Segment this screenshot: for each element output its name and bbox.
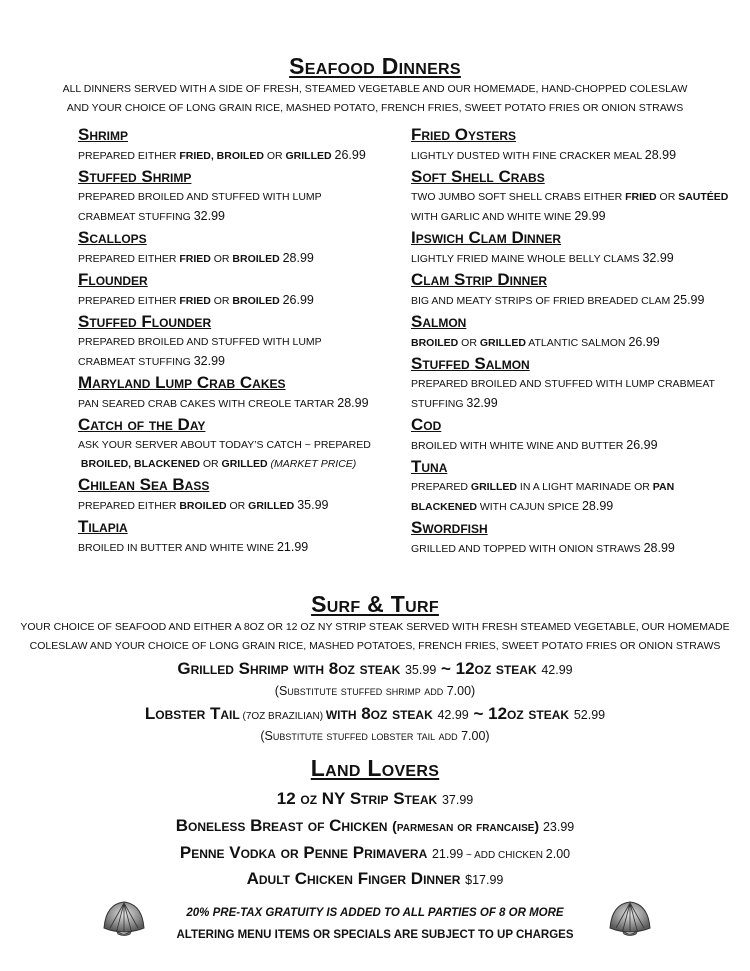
seafood-intro-line-1: ALL DINNERS SERVED WITH A SIDE OF FRESH, STEAMED VEGETABLE AND OUR HOMEMADE, HAND-CHOPPED COLESLAW [62, 83, 688, 95]
surf-turf-intro-line-2: COLESLAW AND YOUR CHOICE OF LONG GRAIN RICE, MASHED POTATOES, FRENCH FRIES, SWEET POTATO FRIES OR ONION STRAWS [29, 640, 721, 652]
up-charge-notice: ALTERING MENU ITEMS OR SPECIALS ARE SUBJECT TO UP CHARGES [176, 929, 574, 941]
menu-item-stuffed-flounder [78, 311, 413, 372]
steak-option: 12oz steak [455, 659, 542, 678]
steak-option: 12oz steak [488, 704, 574, 723]
desc-bold: FRIED [179, 295, 211, 307]
desc-text: BIG AND MEATY STRIPS OF FRIED BREADED CLAM [411, 295, 674, 307]
item-name: Clam Strip Dinner [411, 270, 548, 289]
desc-text: PREPARED BROILED AND STUFFED WITH LUMP CRABMEAT [411, 378, 715, 390]
item-name: Scallops [78, 228, 147, 247]
desc-bold: BROILED [179, 500, 227, 512]
surf-turf-shrimp-substitute: (Substitute stuffed shrimp add 7.00) [274, 684, 476, 698]
item-name: Flounder [78, 270, 148, 289]
item-description [78, 333, 413, 372]
desc-text: CRABMEAT STUFFING [78, 356, 194, 368]
item-price: 26.99 [282, 293, 314, 307]
land-lovers-section-header [0, 754, 750, 782]
menu-item-shrimp [78, 124, 413, 166]
clam-shell-icon [606, 898, 654, 938]
item-name: Stuffed Shrimp [78, 167, 192, 186]
item-description [78, 538, 413, 558]
item-name: Tilapia [78, 517, 128, 536]
separator: ~ [436, 659, 456, 678]
menu-item-chilean-sea-bass [78, 474, 413, 516]
desc-text: TWO JUMBO SOFT SHELL CRABS EITHER [411, 191, 626, 203]
market-price-note: (MARKET PRICE) [267, 458, 357, 470]
item-name: Ipswich Clam Dinner [411, 228, 562, 247]
desc-bold: BROILED, BLACKENED [80, 458, 200, 470]
desc-text: STUFFING [411, 398, 467, 410]
item-description [411, 436, 746, 456]
item-price: 52.99 [573, 708, 606, 722]
menu-item-fried-oysters [411, 124, 746, 166]
item-name: Cod [411, 415, 442, 434]
desc-text: WITH GARLIC AND WHITE WINE [411, 211, 575, 223]
desc-text: OR [226, 500, 249, 512]
desc-text: PREPARED BROILED AND STUFFED WITH LUMP [78, 191, 322, 203]
desc-text: IN A LIGHT MARINADE OR [517, 481, 653, 493]
surf-turf-intro [0, 618, 750, 656]
gratuity-text: 20% PRE-TAX GRATUITY IS ADDED TO ALL PARTIES OF 8 OR MORE [186, 907, 564, 919]
item-price: 21.99 [276, 540, 309, 554]
surf-turf-grilled-shrimp [0, 658, 750, 681]
menu-item-flounder [78, 269, 413, 311]
desc-text: PREPARED EITHER [78, 295, 180, 307]
item-price: 21.99 [431, 847, 464, 861]
desc-text: OR [263, 150, 286, 162]
item-price: $17.99 [465, 873, 504, 887]
desc-bold: SAUTÉED [678, 191, 729, 203]
menu-item-salmon [411, 311, 746, 353]
desc-bold: BROILED [232, 253, 280, 265]
desc-text: PREPARED BROILED AND STUFFED WITH LUMP [78, 336, 322, 348]
lobster-size-note: (7OZ BRAZILIAN) [239, 711, 326, 722]
desc-text: LIGHTLY FRIED MAINE WHOLE BELLY CLAMS [411, 253, 643, 265]
item-name: Boneless Breast of Chicken [175, 816, 393, 835]
item-price: 32.99 [193, 209, 225, 223]
desc-bold: GRILLED [479, 337, 526, 349]
desc-bold: BLACKENED [411, 501, 477, 513]
desc-bold: PAN [652, 481, 675, 493]
menu-item-catch-of-the-day [78, 414, 413, 474]
surf-turf-lobster-substitute: (Substitute stuffed lobster tail add 7.00) [260, 729, 490, 743]
item-price: 35.99 [297, 498, 329, 512]
item-description [78, 146, 413, 166]
item-description [78, 436, 413, 474]
land-item-ny-strip-steak [0, 788, 750, 811]
clam-shell-icon [100, 898, 148, 938]
desc-bold: GRILLED [285, 150, 332, 162]
item-price: 28.99 [282, 251, 314, 265]
surf-turf-intro-line-1: YOUR CHOICE OF SEAFOOD AND EITHER A 8OZ OR 12 OZ NY STRIP STEAK SERVED WITH FRESH STEAMED VEGETABLE, OUR HOMEMADE [20, 621, 730, 633]
item-option: (parmesan or francaise) [392, 818, 543, 834]
desc-text: LIGHTLY DUSTED WITH FINE CRACKER MEAL [411, 150, 645, 162]
surf-turf-section-header [0, 590, 750, 618]
desc-text: PREPARED [411, 481, 471, 493]
item-name: Grilled Shrimp [177, 659, 289, 678]
item-price: 23.99 [542, 820, 575, 834]
land-item-chicken-breast [0, 815, 750, 838]
item-name: 12 oz NY Strip Steak [276, 789, 442, 808]
surf-turf-lobster-tail [0, 703, 750, 728]
item-description [411, 291, 746, 311]
item-price: 32.99 [193, 354, 225, 368]
desc-text: OR [210, 295, 233, 307]
item-description [78, 249, 413, 269]
seafood-right-column [411, 124, 746, 559]
item-price: 28.99 [581, 499, 614, 513]
item-name: Swordfish [411, 518, 488, 537]
steak-option: with 8oz steak [325, 704, 438, 723]
desc-bold: GRILLED [221, 458, 268, 470]
desc-bold: GRILLED [470, 481, 517, 493]
item-description [411, 188, 746, 227]
item-name: Fried Oysters [411, 125, 517, 144]
item-name: Catch of the Day [78, 415, 206, 434]
item-description [411, 146, 746, 166]
land-lovers-title: Land Lovers [310, 755, 440, 781]
item-name: Stuffed Salmon [411, 354, 530, 373]
item-name: Adult Chicken Finger Dinner [246, 869, 466, 888]
item-price: 28.99 [337, 396, 369, 410]
item-description [78, 188, 413, 227]
item-price: 29.99 [574, 209, 606, 223]
seafood-intro [0, 80, 750, 118]
desc-text: PAN SEARED CRAB CAKES WITH CREOLE TARTAR [78, 398, 338, 410]
menu-item-stuffed-shrimp [78, 166, 413, 227]
menu-item-scallops [78, 227, 413, 269]
desc-bold: FRIED, BROILED [179, 150, 264, 162]
desc-bold: FRIED [625, 191, 657, 203]
desc-text: PREPARED EITHER [78, 150, 180, 162]
menu-item-tilapia [78, 516, 413, 558]
item-description [411, 333, 746, 353]
desc-text: ATLANTIC SALMON [525, 337, 629, 349]
item-price: 26.99 [334, 148, 366, 162]
desc-bold: BROILED [411, 337, 459, 349]
seafood-left-column [78, 124, 413, 558]
land-item-penne [0, 842, 750, 867]
item-price: 26.99 [628, 335, 660, 349]
menu-item-cod [411, 414, 746, 456]
item-name: Penne Vodka or Penne Primavera [179, 843, 432, 862]
seafood-dinners-title: Seafood Dinners [289, 53, 461, 79]
item-name: Lobster Tail [144, 704, 240, 723]
menu-item-stuffed-salmon [411, 353, 746, 414]
menu-item-ipswich-clam-dinner [411, 227, 746, 269]
surf-turf-title: Surf & Turf [311, 591, 439, 617]
desc-text: PREPARED EITHER [78, 500, 180, 512]
item-price: 42.99 [541, 663, 573, 677]
item-price: 37.99 [441, 793, 474, 807]
desc-bold: BROILED [232, 295, 280, 307]
item-description [411, 375, 746, 414]
menu-item-clam-strip-dinner [411, 269, 746, 311]
item-name: Chilean Sea Bass [78, 475, 210, 494]
desc-bold: FRIED [179, 253, 211, 265]
item-price: 2.00 [545, 847, 571, 861]
item-name: Soft Shell Crabs [411, 167, 545, 186]
seafood-intro-line-2: AND YOUR CHOICE OF LONG GRAIN RICE, MASHED POTATO, FRENCH FRIES, SWEET POTATO FRIES OR ONION STRAWS [66, 102, 684, 114]
menu-item-swordfish [411, 517, 746, 559]
desc-text: WITH CAJUN SPICE [476, 501, 582, 513]
item-price: 26.99 [626, 438, 658, 452]
desc-text: OR [458, 337, 480, 349]
item-price: 32.99 [642, 251, 674, 265]
item-price: 35.99 [404, 663, 437, 677]
desc-text: BROILED IN BUTTER AND WHITE WINE [78, 542, 277, 554]
item-price: 28.99 [643, 541, 675, 555]
item-price: 42.99 [437, 708, 469, 722]
add-chicken-note: ~ ADD CHICKEN [463, 850, 546, 861]
seafood-section-header [0, 52, 750, 80]
item-description [78, 496, 413, 516]
item-description [78, 394, 413, 414]
item-description [411, 249, 746, 269]
item-name: Shrimp [78, 125, 129, 144]
item-description [78, 291, 413, 311]
item-name: Tuna [411, 457, 448, 476]
item-description [411, 478, 746, 517]
item-description [411, 539, 746, 559]
desc-text: OR [210, 253, 233, 265]
menu-item-tuna [411, 456, 746, 517]
land-item-chicken-finger-dinner [0, 868, 750, 891]
item-price: 32.99 [466, 396, 498, 410]
steak-option: with 8oz steak [288, 659, 405, 678]
menu-item-soft-shell-crabs [411, 166, 746, 227]
desc-text: ASK YOUR SERVER ABOUT TODAY’S CATCH ~ PREPARED [78, 439, 371, 451]
item-name: Salmon [411, 312, 467, 331]
desc-text: CRABMEAT STUFFING [78, 211, 194, 223]
desc-bold: GRILLED [248, 500, 295, 512]
desc-text: BROILED WITH WHITE WINE AND BUTTER [411, 440, 627, 452]
desc-text: PREPARED EITHER [78, 253, 180, 265]
separator: ~ [468, 704, 489, 723]
desc-text: OR [656, 191, 679, 203]
item-name: Maryland Lump Crab Cakes [78, 373, 286, 392]
item-price: 25.99 [673, 293, 705, 307]
menu-item-crab-cakes [78, 372, 413, 414]
desc-text: OR [199, 458, 222, 470]
item-name: Stuffed Flounder [78, 312, 212, 331]
desc-text: GRILLED AND TOPPED WITH ONION STRAWS [411, 543, 644, 555]
item-price: 28.99 [644, 148, 677, 162]
